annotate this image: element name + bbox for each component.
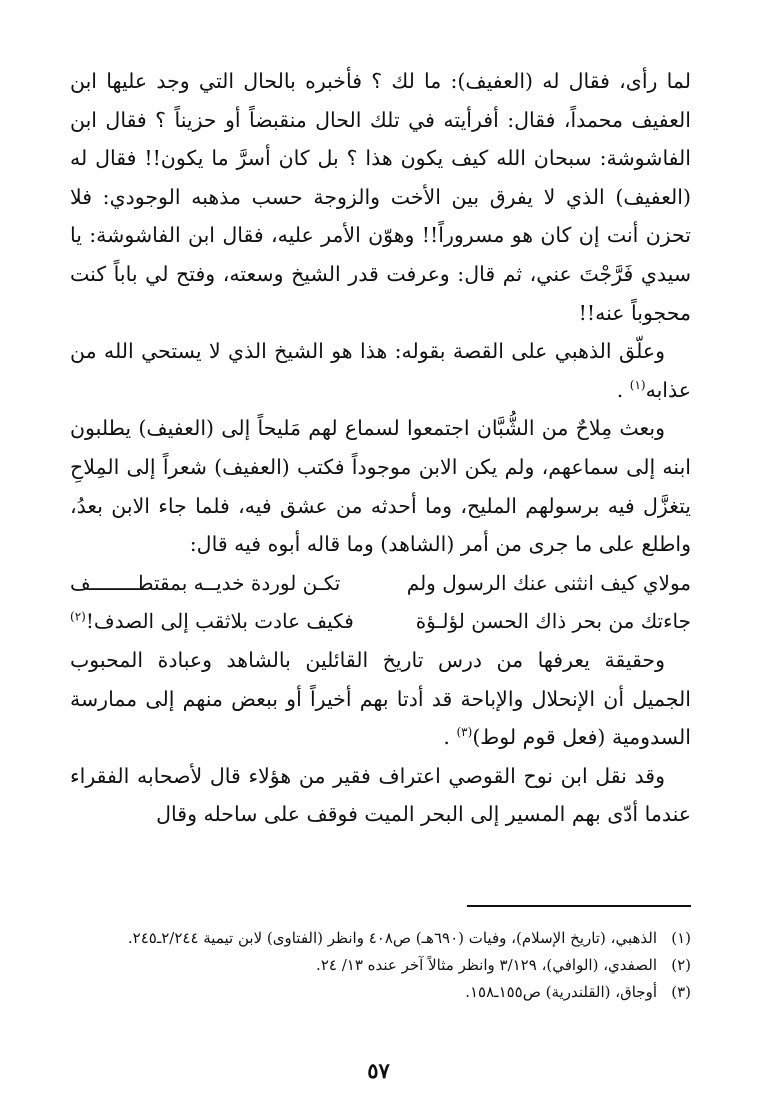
verse-2-second-hemistich-text: فكيف عادت بلاثقب إلى الصدف!	[85, 609, 354, 634]
footnote-ref-2: (٢)	[70, 609, 86, 624]
paragraph-4-end: .	[443, 725, 450, 750]
verse-2-first-hemistich: جاءتك من بحر ذاك الحسن لؤلـؤة	[415, 609, 691, 634]
paragraph-2	[70, 332, 691, 409]
paragraph-1: لما رأى، فقال له (العفيف): ما لك ؟ فأخبره بالحال التي وجد عليها ابن العفيف محمداً، فقال: أفرأيته في تلك الحال منقبضاً أو حزيناً ؟ فقال ابن الفاشوشة: سبحان الله كيف يكون هذا ؟ بل كان أسرَّ ما يكون!! فقال له (العفيف) الذي لا يفرق بين الأخت والزوجة حسب مذهبه الوجودي: فلا تحزن أنت إن كان هو مسروراً!! وهوّن الأمر عليه، فقال ابن الفاشوشة: يا سيدي فَرَّجْتَ عني، ثم قال: وعرفت قدر الشيخ وسعته، وفتح لي باباً كنت محجوباً عنه!!	[70, 69, 691, 325]
verse-2-second-hemistich	[70, 602, 354, 641]
main-text	[70, 62, 691, 834]
footnote-number: (٣)	[671, 983, 691, 1001]
verse-1-first-hemistich: مولاي كيف انثنى عنك الرسول ولم	[406, 570, 691, 595]
paragraph-2-end: .	[616, 377, 624, 402]
footnotes	[68, 926, 691, 1007]
paragraph-4	[70, 641, 691, 757]
footnote-1	[68, 926, 691, 950]
paragraph-3: وبعث مِلاحٌ من الشُّبَّان اجتمعوا لسماع لهم مَليحاً إلى (العفيف) يطلبون ابنه إلى سماعهم، ولم يكن الابن موجوداً فكتب (العفيف) شعراً إلى المِلاحِ يتغزَّل فيه برسولهم المليح، وما أحدثه من عشق فيه، فلما جاء الابن بعدُ، واطلع على ما جرى من أمر (الشاهد) وما قاله أبوه فيه قال:	[70, 416, 691, 557]
page-number: ٥٧	[367, 1058, 390, 1083]
footnote-ref-3: (٣)	[456, 725, 473, 740]
footnote-text: الصفدي، (الوافي)، ٣/١٢٩ وانظر مثالاً آخر عنده ١٣/ ٢٤.	[316, 956, 657, 974]
footnote-number: (١)	[671, 929, 691, 947]
paragraph-2-text: وعلّق الذهبي على القصة بقوله: هذا هو الشيخ الذي لا يستحي الله من عذابه	[70, 339, 691, 402]
footnote-3	[68, 980, 691, 1004]
footnote-text: أوجاق، (القلندرية) ص١٥٥ـ١٥٨.	[465, 983, 657, 1001]
footnote-separator	[467, 905, 691, 907]
footnote-text: الذهبي، (تاريخ الإسلام)، وفيات (٦٩٠هـ) ص٤٠٨ وانظر (الفتاوى) لابن تيمية ٢/٢٤٤ـ٢٤٥.	[127, 929, 657, 947]
footnote-2	[68, 953, 691, 977]
footnote-number: (٢)	[671, 956, 691, 974]
footnote-ref-1: (١)	[629, 377, 646, 392]
verse-1-second-hemistich: تكـن لوردة خديــه بمقتطــــــــف	[70, 570, 341, 595]
paragraph-4-text: وحقيقة يعرفها من درس تاريخ القائلين بالشاهد وعبادة المحبوب الجميل أن الإنحلال والإباحة قد أدتا بهم أخيراً أو ببعض منهم إلى ممارسة السدومية (فعل قوم لوط)	[70, 647, 691, 750]
poem	[70, 564, 691, 641]
poem-verse	[70, 602, 691, 641]
paragraph-5: وقد نقل ابن نوح القوصي اعتراف فقير من هؤلاء قال لأصحابه الفقراء عندما أدّى بهم المسير إلى البحر الميت فوقف على ساحله وقال	[70, 763, 691, 827]
poem-verse	[70, 564, 691, 603]
